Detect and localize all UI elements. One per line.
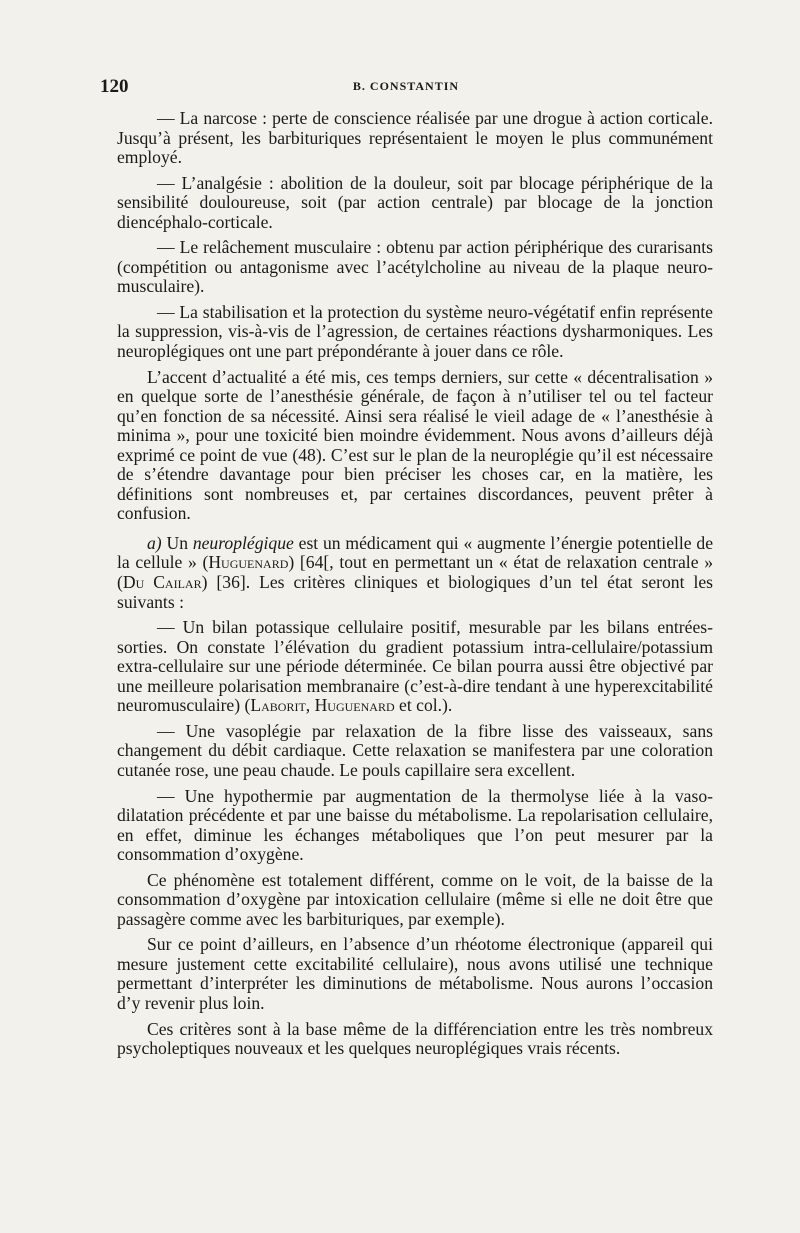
paragraph-accent: L’accent d’actualité a été mis, ces temps derniers, sur cette « décentralisation » en quelque sorte de l’anesthésie générale, de façon à n’utiliser tel ou tel facteur qu’en fonction de sa nécessité. Ainsi sera réalisé le vieil adage de « l’anesthésie à minima », pour une toxicité bien moindre évidemment. Nous avons d’ailleurs déjà exprimé ce point de vue (48). C’est sur le plan de la neuroplégie qu’il est nécessaire de s’étendre davantage pour bien préciser les choses car, en la matière, les définitions sont nombreuses et, par certaines discordances, peuvent prêter à confusion. — [117, 366, 713, 524]
paragraph-relachement: — Le relâchement musculaire : obtenu par action périphérique des curarisants (compétition ou antagonisme avec l’acétylcholine au niveau de la plaque neuro-musculaire). — [117, 237, 713, 297]
author-huguenard: Huguenard — [208, 552, 289, 573]
definition-text-1: est un médicament qui « augmente l’énergie potentielle de la cellule » ( — [117, 532, 714, 573]
criteria-1-end: et col.). — [394, 695, 453, 716]
paragraph-definition — [117, 534, 713, 612]
paragraph-bilan-potassique — [117, 618, 713, 716]
author-laborit: Laborit — [250, 695, 306, 716]
definition-text-3: ) [36]. Les critères cliniques et biologiques d’un tel état seront les suivants : — [117, 572, 713, 612]
paragraph-hypothermie: –– Une hypothermie par augmentation de la thermolyse liée à la vaso-dilatation précédente et par une baisse du métabolisme. La repolarisation cellulaire, en effet, diminue les échanges métaboliques que l’on peut mesurer par la consommation d’oxygène. — [117, 785, 713, 865]
criteria-1-sep: , — [305, 695, 315, 716]
paragraph-stabilisation: — La stabilisation et la protection du système neuro-végétatif enfin représente la suppression, vis-à-vis de l’agression, de certaines réactions dysharmoniques. Les neuroplégiques ont une part prépondérante à jouer dans ce rôle. — [117, 301, 713, 362]
paragraph-vasoplegie: — Une vasoplégie par relaxation de la fibre lisse des vaisseaux, sans changement du débit cardiaque. Cette relaxation se manifestera par une coloration cutanée rose, une peau chaude. Le pouls capillaire sera excellent. — [117, 720, 713, 780]
paragraph-phenomene: Ce phénomène est totalement différent, comme on le voit, de la baisse de la consommation d’oxygène par intoxication cellulaire (même si elle ne doit être que passagère comme avec les barbituriques, par exemple). — [117, 869, 713, 929]
page-number: 120 — [100, 76, 129, 97]
author-huguenard-2: Huguenard — [314, 695, 395, 716]
running-head: B. CONSTANTIN — [352, 79, 460, 93]
definition-label: a) — [147, 532, 162, 553]
definition-text-2: ) [64[, tout en permettant un « état de relaxation centrale » ( — [117, 552, 713, 593]
page-header — [100, 76, 712, 100]
author-du-cailar: Du Cailar — [122, 572, 202, 593]
paragraph-criteres: Ces critères sont à la base même de la différenciation entre les très nombreux psycholeptiques nouveaux et les quelques neuroplégiques vrais récents. — [117, 1018, 713, 1059]
definition-prefix: Un — [166, 532, 188, 553]
paragraph-narcose: — La narcose : perte de conscience réalisée par une drogue à action corticale. Jusqu’à présent, les barbituriques représentaient le moyen le plus communément employé. — [117, 108, 713, 168]
criteria-1-text: — Un bilan potassique cellulaire positif, mesurable par les bilans entrées-sorties. On constate l’élévation du gradient potassium intra-cellulaire/potassium extra-cellulaire sur une période déterminée. Ce bilan pourra aussi être objectivé par une meilleure polarisation membranaire (c’est-à-dire tendant à une hyperexcitabilité neuromusculaire) ( — [117, 617, 713, 716]
paragraph-rheotome: Sur ce point d’ailleurs, en l’absence d’un rhéotome électronique (appareil qui mesure justement cette excitabilité cellulaire), nous avons utilisé une technique permettant d’interpréter les diminutions de métabolisme. Nous aurons l’occasion d’y revenir plus loin. — [117, 934, 713, 1013]
paragraph-analgesie: — L’analgésie : abolition de la douleur, soit par blocage périphérique de la sensibilité douloureuse, soit (par action centrale) par blocage de la jonction diencéphalo-corticale. — [117, 172, 713, 232]
body-text — [117, 109, 713, 1065]
definition-term: neuroplégique — [192, 532, 294, 553]
